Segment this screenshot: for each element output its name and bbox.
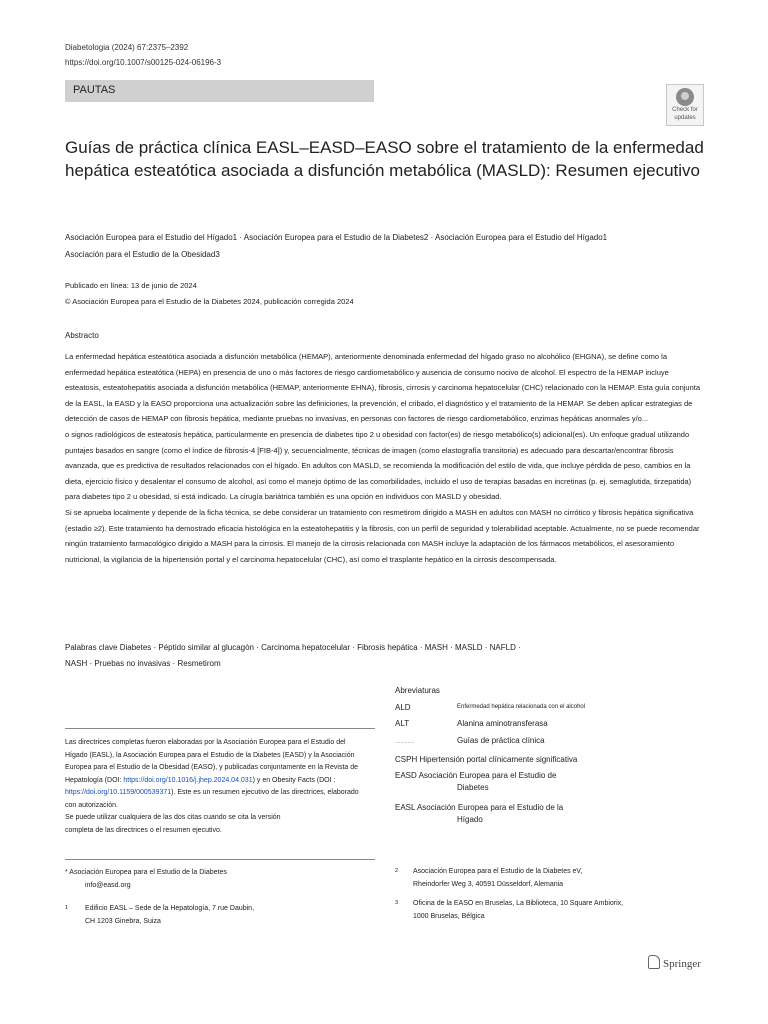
- footnote-divider: [65, 728, 375, 729]
- affiliation-2: [395, 865, 715, 891]
- keywords-line1: Palabras clave Diabetes · Péptido similar al glucagón · Carcinoma hepatocelular · Fibrosis hepática · MASH · MASLD · NAFLD ·: [65, 643, 521, 652]
- affiliation-3: [395, 897, 715, 923]
- abbr-key: ..............: [395, 739, 415, 745]
- affiliation-3-number: 3: [395, 900, 399, 906]
- guideline-footnote: [65, 737, 365, 837]
- affiliation-1: [65, 902, 365, 928]
- abstract-body: [65, 349, 705, 567]
- badge-line2: updates: [674, 115, 696, 121]
- abstract-heading: Abstracto: [65, 331, 99, 340]
- abbr-value: Guías de práctica clínica: [457, 736, 545, 745]
- abbr-key: ALD: [395, 703, 411, 712]
- footnote-text: Las directrices completas fueron elaboradas por la Asociación Europea para el Estudio del Hígado (EASL), la Asociación Europea para el Estudio de la Diabetes (EASD) y la Asociación Europea para el Estudio de la Obesidad (EASO), y publicadas conjuntamente en la Revista de Hepatología (DOI: https://doi.org/10.1016/j.jhep.2024.04.031) y en Obesity Facts (DOI : https://doi.org/10.1159/000539371). Este es un resumen ejecutivo de las directrices, elaborado con autorización.: [65, 739, 359, 809]
- abbr-value: Enfermedad hepática relacionada con el alcohol: [457, 704, 586, 710]
- affiliation-2-number: 2: [395, 868, 399, 874]
- abbreviations-heading: Abreviaturas: [395, 686, 440, 695]
- affiliation-3-line1: Oficina de la EASO en Bruselas, La Biblioteca, 10 Square Ambiorix,: [413, 900, 624, 907]
- abbr-easl-line1: EASL Asociación Europea para el Estudio de la: [395, 803, 564, 812]
- correspondence: [65, 866, 227, 892]
- footnote-citation-line1: Se puede utilizar cualquiera de las dos citas cuando se cita la versión: [65, 814, 281, 821]
- author-list: [65, 229, 705, 263]
- abbr-key: ALT: [395, 719, 410, 728]
- authors-line1: Asociación Europea para el Estudio del Hígado1 · Asociación Europea para el Estudio de la Diabetes2 · Asociación Europea para el Estudio del Hígado1: [65, 233, 608, 242]
- keywords: [65, 640, 705, 672]
- springer-horse-icon: [648, 955, 660, 969]
- check-updates-icon: [676, 88, 694, 106]
- abbr-easl-line2: Hígado: [457, 815, 483, 824]
- footnote-citation-line2: completa de las directrices o el resumen ejecutivo.: [65, 826, 222, 834]
- obesity-facts-doi-link[interactable]: https://doi.org/10.1159/000539371: [65, 789, 172, 796]
- publisher-name: Springer: [663, 958, 701, 970]
- affiliation-1-number: 1: [65, 905, 69, 911]
- correspondence-divider: [65, 859, 375, 860]
- abbr-easd-line1: EASD Asociación Europea para el Estudio de: [395, 771, 557, 780]
- affiliation-2-line2: Rheindorfer Weg 3, 40591 Düsseldorf, Alemania: [413, 881, 564, 888]
- abbr-row-csph: CSPH Hipertensión portal clínicamente significativa: [395, 755, 578, 764]
- article-title: Guías de práctica clínica EASL–EASD–EASO sobre el tratamiento de la enfermedad hepática esteatótica asociada a disfunción metabólica (MASLD): Resumen ejecutivo: [65, 138, 704, 180]
- jhep-doi-link[interactable]: https://doi.org/10.1016/j.jhep.2024.04.031: [123, 776, 253, 784]
- affiliation-1-line2: CH 1203 Ginebra, Suiza: [85, 918, 161, 925]
- doi-link[interactable]: https://doi.org/10.1007/s00125-024-06196-3: [65, 58, 222, 67]
- journal-citation: Diabetologia (2024) 67:2375–2392: [65, 43, 189, 52]
- section-bar: [65, 80, 374, 102]
- check-for-updates-badge[interactable]: [666, 84, 704, 126]
- section-label: PAUTAS: [73, 84, 116, 96]
- abbr-easd-line2: Diabetes: [457, 783, 489, 792]
- copyright: © Asociación Europea para el Estudio de la Diabetes 2024, publicación corregida 2024: [65, 297, 354, 306]
- abbr-value: Alanina aminotransferasa: [457, 719, 548, 728]
- affiliation-3-line2: 1000 Bruselas, Bélgica: [413, 913, 485, 920]
- authors-line2: Asociación para el Estudio de la Obesidad3: [65, 250, 220, 259]
- abstract-paragraph-3: Si se aprueba localmente y depende de la ficha técnica, se debe considerar un tratamiento con resmetirom dirigido a MASH en adultos con MASH no cirrótico y fibrosis hepática significativa (estadio ≥2). Este tratamiento ha demostrado eficacia histológica en la esteatohepatitis y la fibrosis, con un perfil de seguridad y tolerabilidad aceptable. Actualmente, no se puede recomendar ningún tratamiento farmacológico dirigido a MASH para la cirrosis. El manejo de la cirrosis relacionada con MASH incluye la adaptación de los fármacos metabólicos, el asesoramiento nutricional, la vigilancia de la hipertensión portal y el carcinoma hepatocelular (CHC), así como el trasplante hepático en la cirrosis descompensada.: [65, 507, 700, 564]
- keywords-line2: NASH · Pruebas no invasivas · Resmetirom: [65, 659, 221, 668]
- abstract-paragraph-1: La enfermedad hepática esteatótica asociada a disfunción metabólica (HEMAP), anteriormente denominada enfermedad del hígado graso no alcohólico (EHGNA), se define como la enfermedad hepática esteatótica (HEPA) en presencia de uno o más factores de riesgo cardiometabólico y ausencia de consumo nocivo de alcohol. El espectro de la HEMAP incluye esteatosis, esteatohepatitis asociada a disfunción metabólica (HEMAP, anteriormente EHNA), fibrosis, cirrosis y carcinoma hepatocelular (CHC) relacionado con la HEMAP. Esta guía conjunta de la EASL, la EASD y la EASO proporciona una actualización sobre las definiciones, la prevención, el cribado, el diagnóstico y el tratamiento de la HEMAP. Se deben aplicar estrategias de detección de casos de HEMAP con fibrosis hepática, mediante pruebas no invasivas, en personas con factores de riesgo cardiometabólico, enzimas hepáticas anormales y/o...: [65, 352, 701, 424]
- published-date: Publicado en línea: 13 de junio de 2024: [65, 281, 197, 290]
- correspondence-email[interactable]: info@easd.org: [85, 882, 131, 889]
- correspondence-label: * Asociación Europea para el Estudio de la Diabetes: [65, 869, 227, 876]
- abbr-row-easd: [395, 771, 715, 792]
- affiliation-1-line1: Edificio EASL – Sede de la Hepatología, 7 rue Daubin,: [85, 905, 255, 912]
- abbr-row-easl: [395, 803, 715, 824]
- badge-line1: Check for: [672, 107, 698, 113]
- abstract-paragraph-2: o signos radiológicos de esteatosis hepática, particularmente en presencia de diabetes tipo 2 u obesidad con factor(es) de riesgo metabólico(s) adicional(es). Un enfoque gradual utilizando puntajes basados en sangre (como el índice de fibrosis-4 [FIB-4]) y, secuencialmente, técnicas de imagen (como elastografía transitoria) es adecuado para descartar/encontrar fibrosis avanzada, que es predictiva de resultados relacionados con el hígado. En adultos con MASLD, se recomienda la modificación del estilo de vida, que incluye pérdida de peso, cambios en la dieta, ejercicio físico y desalentar el consumo de alcohol, así como el manejo óptimo de las comorbilidades, incluido el uso de terapias basadas en incretinas (p. ej. semaglutida, tirzepatida) para diabetes tipo 2 u obesidad, si está indicado. La cirugía bariátrica también es una opción en individuos con MASLD y obesidad.: [65, 429, 692, 502]
- affiliation-2-line1: Asociación Europea para el Estudio de la Diabetes eV,: [413, 868, 583, 875]
- publisher-logo: [648, 955, 701, 970]
